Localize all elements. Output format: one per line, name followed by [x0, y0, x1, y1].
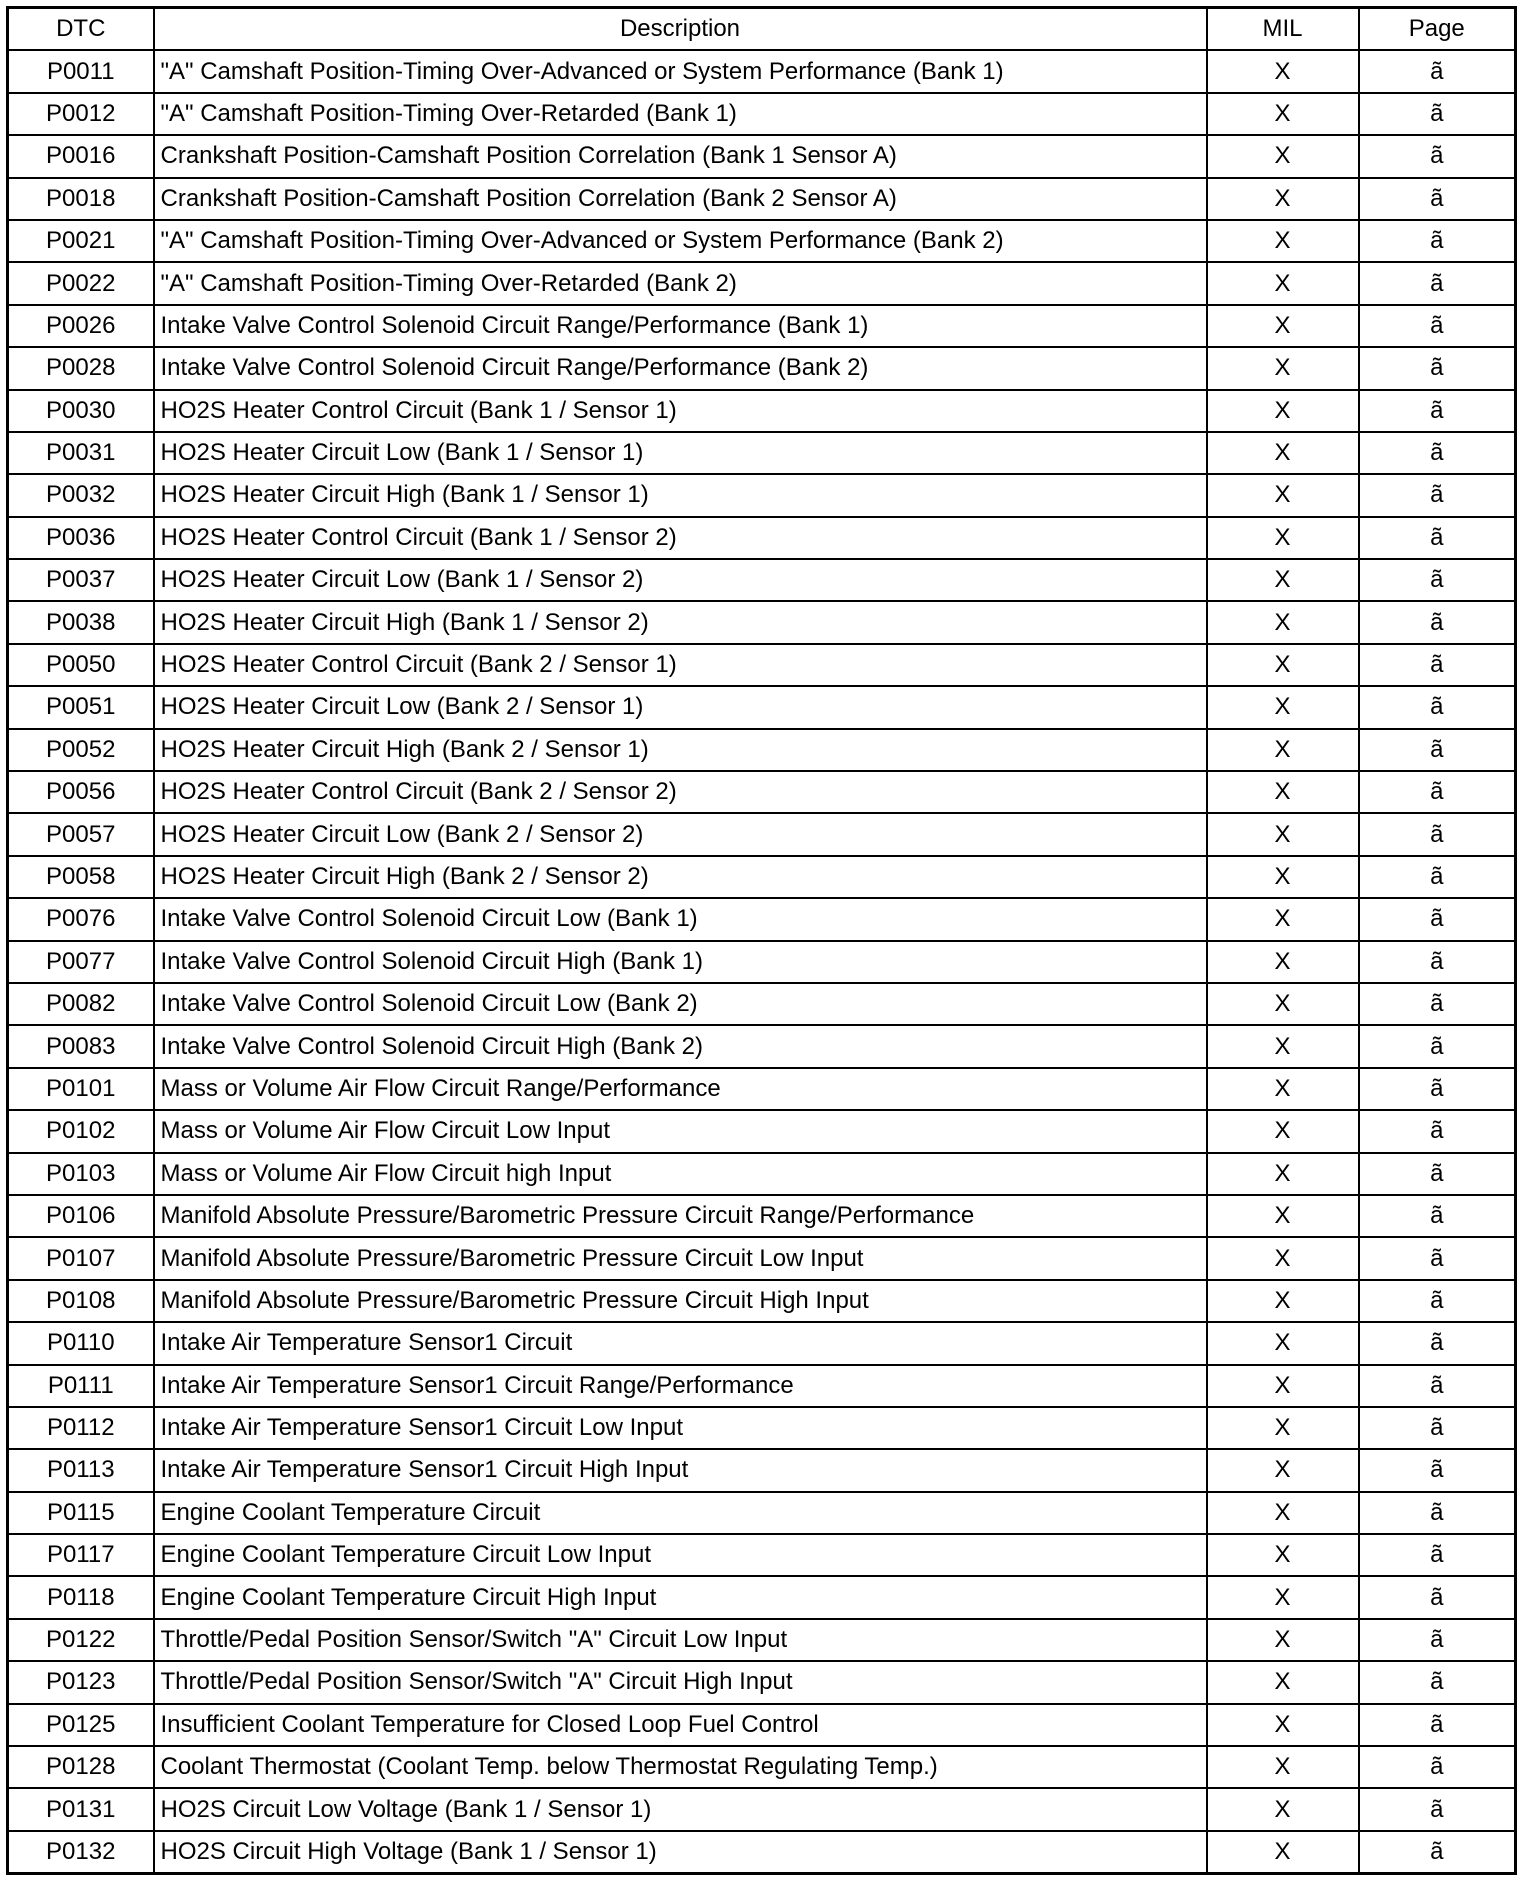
table-row	[8, 559, 1516, 601]
mil-cell: X	[1207, 983, 1359, 1025]
dtc-cell: P0076	[8, 898, 154, 940]
page-cell: ã	[1359, 1110, 1516, 1152]
table-row	[8, 220, 1516, 262]
dtc-cell: P0058	[8, 856, 154, 898]
page-cell: ã	[1359, 686, 1516, 728]
table-row	[8, 1322, 1516, 1364]
header-description: Description	[154, 8, 1207, 51]
table-row	[8, 856, 1516, 898]
mil-cell: X	[1207, 686, 1359, 728]
page-cell: ã	[1359, 559, 1516, 601]
table-row	[8, 1661, 1516, 1703]
description-cell: "A" Camshaft Position-Timing Over-Retarded (Bank 2)	[154, 262, 1207, 304]
description-cell: HO2S Heater Circuit High (Bank 1 / Sensor 1)	[154, 474, 1207, 516]
page-cell: ã	[1359, 1619, 1516, 1661]
table-row	[8, 941, 1516, 983]
dtc-cell: P0132	[8, 1831, 154, 1874]
dtc-cell: P0022	[8, 262, 154, 304]
table-row	[8, 1153, 1516, 1195]
mil-cell: X	[1207, 813, 1359, 855]
table-row	[8, 1831, 1516, 1874]
dtc-table	[6, 6, 1517, 1875]
description-cell: "A" Camshaft Position-Timing Over-Advanced or System Performance (Bank 1)	[154, 50, 1207, 92]
page-cell: ã	[1359, 305, 1516, 347]
mil-cell: X	[1207, 898, 1359, 940]
dtc-cell: P0102	[8, 1110, 154, 1152]
dtc-cell: P0108	[8, 1280, 154, 1322]
page-cell: ã	[1359, 1025, 1516, 1067]
table-row	[8, 390, 1516, 432]
mil-cell: X	[1207, 1237, 1359, 1279]
table-row	[8, 347, 1516, 389]
mil-cell: X	[1207, 1153, 1359, 1195]
page-cell: ã	[1359, 1068, 1516, 1110]
mil-cell: X	[1207, 220, 1359, 262]
header-page: Page	[1359, 8, 1516, 51]
table-row	[8, 601, 1516, 643]
table-row	[8, 517, 1516, 559]
description-cell: Intake Air Temperature Sensor1 Circuit Range/Performance	[154, 1365, 1207, 1407]
description-cell: HO2S Heater Circuit Low (Bank 1 / Sensor 2)	[154, 559, 1207, 601]
table-row	[8, 1788, 1516, 1830]
dtc-cell: P0032	[8, 474, 154, 516]
page-cell: ã	[1359, 1195, 1516, 1237]
dtc-cell: P0112	[8, 1407, 154, 1449]
mil-cell: X	[1207, 729, 1359, 771]
dtc-cell: P0115	[8, 1492, 154, 1534]
description-cell: Engine Coolant Temperature Circuit	[154, 1492, 1207, 1534]
dtc-cell: P0030	[8, 390, 154, 432]
table-row	[8, 50, 1516, 92]
table-body	[8, 50, 1516, 1873]
description-cell: Mass or Volume Air Flow Circuit Low Input	[154, 1110, 1207, 1152]
description-cell: Intake Valve Control Solenoid Circuit Range/Performance (Bank 1)	[154, 305, 1207, 347]
description-cell: Mass or Volume Air Flow Circuit high Input	[154, 1153, 1207, 1195]
table-row	[8, 432, 1516, 474]
page-cell: ã	[1359, 771, 1516, 813]
table-row	[8, 1619, 1516, 1661]
table-row	[8, 305, 1516, 347]
page-cell: ã	[1359, 729, 1516, 771]
page-cell: ã	[1359, 1576, 1516, 1618]
description-cell: Intake Valve Control Solenoid Circuit Low (Bank 2)	[154, 983, 1207, 1025]
mil-cell: X	[1207, 771, 1359, 813]
table-row	[8, 1365, 1516, 1407]
dtc-table-container	[6, 6, 1517, 1875]
page-cell: ã	[1359, 262, 1516, 304]
dtc-cell: P0117	[8, 1534, 154, 1576]
mil-cell: X	[1207, 1788, 1359, 1830]
mil-cell: X	[1207, 390, 1359, 432]
table-row	[8, 686, 1516, 728]
description-cell: Intake Air Temperature Sensor1 Circuit	[154, 1322, 1207, 1364]
page-cell: ã	[1359, 941, 1516, 983]
page-cell: ã	[1359, 1237, 1516, 1279]
description-cell: Manifold Absolute Pressure/Barometric Pressure Circuit Low Input	[154, 1237, 1207, 1279]
mil-cell: X	[1207, 559, 1359, 601]
page-cell: ã	[1359, 178, 1516, 220]
mil-cell: X	[1207, 941, 1359, 983]
page-cell: ã	[1359, 517, 1516, 559]
dtc-cell: P0113	[8, 1449, 154, 1491]
mil-cell: X	[1207, 1365, 1359, 1407]
description-cell: HO2S Heater Circuit High (Bank 2 / Sensor 1)	[154, 729, 1207, 771]
page-cell: ã	[1359, 983, 1516, 1025]
description-cell: Engine Coolant Temperature Circuit Low Input	[154, 1534, 1207, 1576]
table-row	[8, 1068, 1516, 1110]
mil-cell: X	[1207, 262, 1359, 304]
description-cell: Intake Valve Control Solenoid Circuit High (Bank 2)	[154, 1025, 1207, 1067]
page-cell: ã	[1359, 1449, 1516, 1491]
description-cell: HO2S Circuit High Voltage (Bank 1 / Sensor 1)	[154, 1831, 1207, 1874]
description-cell: "A" Camshaft Position-Timing Over-Retarded (Bank 1)	[154, 93, 1207, 135]
dtc-cell: P0038	[8, 601, 154, 643]
page-cell: ã	[1359, 601, 1516, 643]
mil-cell: X	[1207, 1534, 1359, 1576]
dtc-cell: P0057	[8, 813, 154, 855]
table-row	[8, 262, 1516, 304]
table-row	[8, 983, 1516, 1025]
dtc-cell: P0128	[8, 1746, 154, 1788]
description-cell: HO2S Heater Control Circuit (Bank 2 / Sensor 1)	[154, 644, 1207, 686]
mil-cell: X	[1207, 432, 1359, 474]
table-row	[8, 644, 1516, 686]
dtc-cell: P0037	[8, 559, 154, 601]
dtc-cell: P0082	[8, 983, 154, 1025]
mil-cell: X	[1207, 1407, 1359, 1449]
page-cell: ã	[1359, 898, 1516, 940]
page-cell: ã	[1359, 135, 1516, 177]
description-cell: HO2S Heater Control Circuit (Bank 1 / Sensor 1)	[154, 390, 1207, 432]
dtc-cell: P0111	[8, 1365, 154, 1407]
description-cell: HO2S Heater Control Circuit (Bank 2 / Sensor 2)	[154, 771, 1207, 813]
dtc-cell: P0011	[8, 50, 154, 92]
table-row	[8, 813, 1516, 855]
description-cell: Throttle/Pedal Position Sensor/Switch "A" Circuit Low Input	[154, 1619, 1207, 1661]
table-row	[8, 178, 1516, 220]
dtc-cell: P0051	[8, 686, 154, 728]
table-row	[8, 1407, 1516, 1449]
dtc-cell: P0131	[8, 1788, 154, 1830]
table-row	[8, 1746, 1516, 1788]
dtc-cell: P0018	[8, 178, 154, 220]
mil-cell: X	[1207, 1704, 1359, 1746]
mil-cell: X	[1207, 856, 1359, 898]
mil-cell: X	[1207, 644, 1359, 686]
description-cell: Manifold Absolute Pressure/Barometric Pressure Circuit High Input	[154, 1280, 1207, 1322]
page-cell: ã	[1359, 1153, 1516, 1195]
page-cell: ã	[1359, 220, 1516, 262]
mil-cell: X	[1207, 1280, 1359, 1322]
mil-cell: X	[1207, 1110, 1359, 1152]
description-cell: HO2S Heater Circuit High (Bank 2 / Sensor 2)	[154, 856, 1207, 898]
table-row	[8, 1195, 1516, 1237]
page-cell: ã	[1359, 1661, 1516, 1703]
mil-cell: X	[1207, 1322, 1359, 1364]
dtc-cell: P0031	[8, 432, 154, 474]
page-cell: ã	[1359, 1788, 1516, 1830]
table-row	[8, 1237, 1516, 1279]
page-cell: ã	[1359, 644, 1516, 686]
table-row	[8, 1110, 1516, 1152]
description-cell: Mass or Volume Air Flow Circuit Range/Performance	[154, 1068, 1207, 1110]
table-row	[8, 1280, 1516, 1322]
description-cell: Crankshaft Position-Camshaft Position Correlation (Bank 1 Sensor A)	[154, 135, 1207, 177]
page-cell: ã	[1359, 813, 1516, 855]
mil-cell: X	[1207, 50, 1359, 92]
dtc-cell: P0118	[8, 1576, 154, 1618]
page-cell: ã	[1359, 390, 1516, 432]
description-cell: "A" Camshaft Position-Timing Over-Advanced or System Performance (Bank 2)	[154, 220, 1207, 262]
description-cell: Intake Valve Control Solenoid Circuit Range/Performance (Bank 2)	[154, 347, 1207, 389]
dtc-cell: P0050	[8, 644, 154, 686]
page-cell: ã	[1359, 1280, 1516, 1322]
mil-cell: X	[1207, 517, 1359, 559]
mil-cell: X	[1207, 601, 1359, 643]
dtc-cell: P0016	[8, 135, 154, 177]
mil-cell: X	[1207, 305, 1359, 347]
mil-cell: X	[1207, 1025, 1359, 1067]
table-row	[8, 1576, 1516, 1618]
dtc-cell: P0021	[8, 220, 154, 262]
page-cell: ã	[1359, 347, 1516, 389]
description-cell: Manifold Absolute Pressure/Barometric Pressure Circuit Range/Performance	[154, 1195, 1207, 1237]
table-row	[8, 898, 1516, 940]
description-cell: HO2S Heater Circuit High (Bank 1 / Sensor 2)	[154, 601, 1207, 643]
description-cell: HO2S Heater Circuit Low (Bank 2 / Sensor 1)	[154, 686, 1207, 728]
table-row	[8, 1449, 1516, 1491]
page-cell: ã	[1359, 1492, 1516, 1534]
page-cell: ã	[1359, 432, 1516, 474]
dtc-cell: P0122	[8, 1619, 154, 1661]
dtc-cell: P0036	[8, 517, 154, 559]
page-cell: ã	[1359, 1534, 1516, 1576]
dtc-cell: P0101	[8, 1068, 154, 1110]
dtc-cell: P0125	[8, 1704, 154, 1746]
dtc-cell: P0106	[8, 1195, 154, 1237]
page-cell: ã	[1359, 1704, 1516, 1746]
dtc-cell: P0056	[8, 771, 154, 813]
table-row	[8, 1704, 1516, 1746]
page-cell: ã	[1359, 856, 1516, 898]
page-cell: ã	[1359, 50, 1516, 92]
description-cell: Engine Coolant Temperature Circuit High Input	[154, 1576, 1207, 1618]
table-row	[8, 1492, 1516, 1534]
description-cell: Crankshaft Position-Camshaft Position Correlation (Bank 2 Sensor A)	[154, 178, 1207, 220]
description-cell: Insufficient Coolant Temperature for Closed Loop Fuel Control	[154, 1704, 1207, 1746]
mil-cell: X	[1207, 1661, 1359, 1703]
description-cell: HO2S Heater Circuit Low (Bank 1 / Sensor 1)	[154, 432, 1207, 474]
page-cell: ã	[1359, 1365, 1516, 1407]
dtc-cell: P0107	[8, 1237, 154, 1279]
mil-cell: X	[1207, 1449, 1359, 1491]
page-cell: ã	[1359, 1407, 1516, 1449]
mil-cell: X	[1207, 1492, 1359, 1534]
header-mil: MIL	[1207, 8, 1359, 51]
dtc-cell: P0103	[8, 1153, 154, 1195]
header-dtc: DTC	[8, 8, 154, 51]
dtc-cell: P0026	[8, 305, 154, 347]
mil-cell: X	[1207, 474, 1359, 516]
table-row	[8, 1025, 1516, 1067]
dtc-cell: P0052	[8, 729, 154, 771]
table-header-row	[8, 8, 1516, 51]
dtc-cell: P0110	[8, 1322, 154, 1364]
description-cell: Intake Air Temperature Sensor1 Circuit Low Input	[154, 1407, 1207, 1449]
dtc-cell: P0123	[8, 1661, 154, 1703]
description-cell: HO2S Heater Control Circuit (Bank 1 / Sensor 2)	[154, 517, 1207, 559]
dtc-cell: P0083	[8, 1025, 154, 1067]
description-cell: Intake Valve Control Solenoid Circuit High (Bank 1)	[154, 941, 1207, 983]
page-cell: ã	[1359, 474, 1516, 516]
table-row	[8, 729, 1516, 771]
table-row	[8, 1534, 1516, 1576]
page-cell: ã	[1359, 1746, 1516, 1788]
description-cell: Intake Valve Control Solenoid Circuit Low (Bank 1)	[154, 898, 1207, 940]
mil-cell: X	[1207, 135, 1359, 177]
mil-cell: X	[1207, 347, 1359, 389]
table-row	[8, 474, 1516, 516]
description-cell: HO2S Circuit Low Voltage (Bank 1 / Sensor 1)	[154, 1788, 1207, 1830]
mil-cell: X	[1207, 1195, 1359, 1237]
mil-cell: X	[1207, 93, 1359, 135]
description-cell: HO2S Heater Circuit Low (Bank 2 / Sensor 2)	[154, 813, 1207, 855]
description-cell: Throttle/Pedal Position Sensor/Switch "A" Circuit High Input	[154, 1661, 1207, 1703]
description-cell: Coolant Thermostat (Coolant Temp. below Thermostat Regulating Temp.)	[154, 1746, 1207, 1788]
table-row	[8, 93, 1516, 135]
mil-cell: X	[1207, 1746, 1359, 1788]
mil-cell: X	[1207, 1831, 1359, 1874]
mil-cell: X	[1207, 178, 1359, 220]
mil-cell: X	[1207, 1576, 1359, 1618]
dtc-cell: P0012	[8, 93, 154, 135]
page-cell: ã	[1359, 1322, 1516, 1364]
page-cell: ã	[1359, 1831, 1516, 1874]
mil-cell: X	[1207, 1068, 1359, 1110]
dtc-cell: P0077	[8, 941, 154, 983]
mil-cell: X	[1207, 1619, 1359, 1661]
dtc-cell: P0028	[8, 347, 154, 389]
table-row	[8, 135, 1516, 177]
table-row	[8, 771, 1516, 813]
page-cell: ã	[1359, 93, 1516, 135]
description-cell: Intake Air Temperature Sensor1 Circuit High Input	[154, 1449, 1207, 1491]
